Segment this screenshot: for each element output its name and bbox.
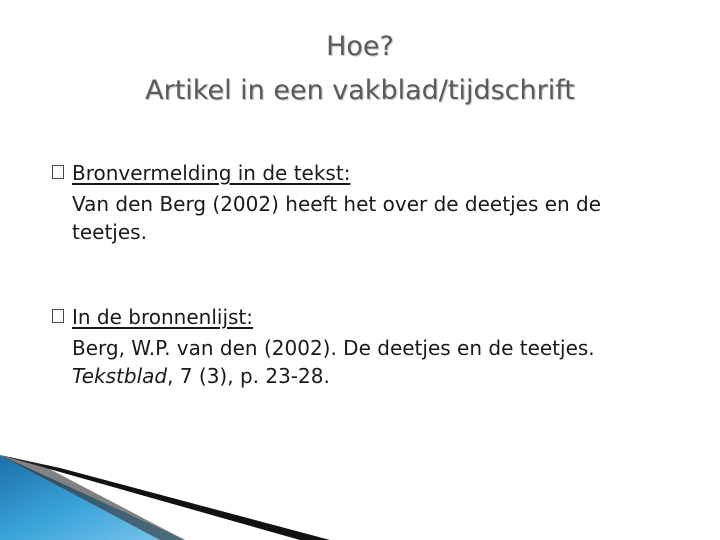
reference-details: , 7 (3), p. 23-28. [167, 364, 330, 388]
bullet-body-line: Van den Berg (2002) heeft het over de deetjes en de [72, 192, 602, 216]
bullet-heading: In de bronnenlijst: [72, 305, 254, 329]
bullet-heading: Bronvermelding in de tekst: [72, 161, 351, 185]
reference-line: Berg, W.P. van den (2002). De deetjes en de teetjes. [72, 336, 595, 360]
slide-title-line2: Artikel in een vakblad/tijdschrift [145, 75, 575, 106]
journal-title: Tekstblad [72, 364, 168, 388]
bullet-body-line: teetjes. [72, 220, 147, 244]
title-text-hoe: Hoe? [326, 31, 394, 62]
